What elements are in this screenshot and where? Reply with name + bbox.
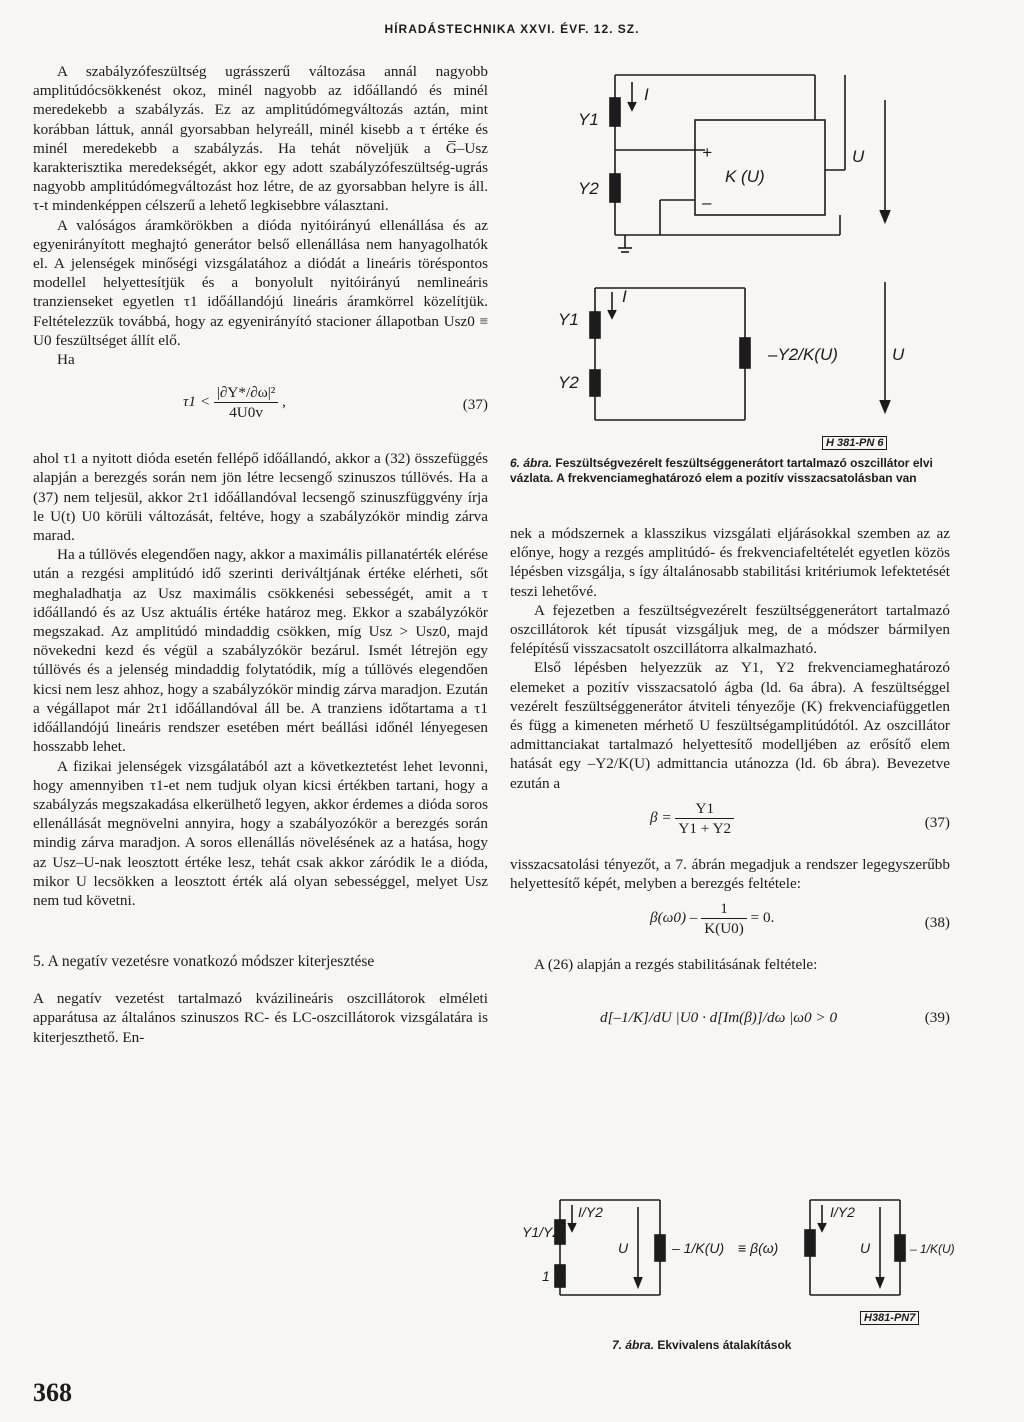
eq-fraction [675, 799, 734, 838]
paragraph: Ha [57, 351, 75, 369]
paragraph: Első lépésben helyezzük az Y1, Y2 frekvenciameghatározó elemeket a pozitív visszacsatoló ágba (ld. 6a ábra). A feszültséggel vezérelt feszültséggenerátor átviteli tényezője (K) frekvenciafüggetlen és függ a kimeneten mérhető U feszültségamplitúdótól. Az oszcillátor admittanciakat tartalmazó helyettesítő modelljében az erősítő elem hatását egy –Y2/K(U) admittancia utánozza (ld. 6b ábra). Bevezetve ezután a [510, 659, 950, 792]
fig6-label-Y2: Y2 [578, 179, 599, 198]
equation-number: (37) [924, 813, 950, 831]
fig7-label-U: U [618, 1240, 629, 1256]
fig6-label-plus: + [702, 143, 712, 162]
eq-rhs: = 0. [750, 909, 775, 927]
eq-numerator: 1 [701, 899, 747, 919]
right-column [510, 524, 950, 1072]
eq-lhs: τ1 < [183, 393, 211, 411]
fig7-label-mKb: – 1/K(U) [910, 1242, 955, 1256]
paragraph: visszacsatolási tényezőt, a 7. ábrán megadjuk a rendszer legegyszerűbb helyettesítő képét, melyben a berezgés feltétele: [510, 855, 950, 893]
page-number: 368 [33, 1378, 72, 1407]
figure-6-tag: H 381-PN 6 [822, 436, 887, 450]
fig6b-label-U: U [892, 345, 905, 364]
paragraph: ahol τ1 a nyitott dióda esetén fellépő időállandó, akkor a (32) összefüggés alapján a berezgés során nem jön létre lecsengő szinuszos túllövés. Ha a (37) nem teljesül, akkor 2τ1 időállandóval lecsengő szinuszfüggvény írja le U(t) U0 körüli változását, feltéve, hogy a szabályzókör mindig zárva marad. [33, 450, 488, 545]
equation-number: (39) [924, 1009, 950, 1027]
paragraph: Ha a túllövés elegendően nagy, akkor a maximális pillanatérték elérése után a rezgési amplitúdó idő szerinti deriváltjának értéke elérheti, sőt meghaladhatja az Usz maximális csökkenési sebességét, amit a τ időállandó és az Usz aktuális értéke határoz meg. Ekkor a szabályzókör megszakad. Az amplitúdó mindaddig csökken, míg Usz > Usz0, majd növekedni kezd és végül a szabályzókör bezárul. Ismét létrejön egy túllövés és a jelenség mindaddig folytatódik, míg a túllövés elegendően kicsi nem lesz ahhoz, hogy a szabályzókör mindig zárva maradjon. Ezután a végállapot már 2τ1 időállandóval áll be. A tranziens időtartama a τ1 időállandójú lineáris rendszer esetében mért beállási időnél lényegesen hosszabb lehet. [33, 546, 488, 756]
eq-fraction [701, 899, 747, 938]
fig6b-label-Y2: Y2 [558, 373, 579, 392]
eq-denominator: 4U0v [229, 404, 263, 422]
fig7-label-one: 1 [542, 1268, 550, 1284]
eq-numerator: |∂Y*/∂ω|² [214, 383, 278, 403]
equation-38 [510, 893, 950, 955]
equation-37: τ1 < $\frac{\text{|∂Y*/∂ω|²}}{4U0v}$ , (37) [183, 384, 488, 422]
fig7-label-beta: ≡ β(ω) [738, 1240, 779, 1256]
fig6-label-U: U [852, 147, 865, 166]
fig6b-label-Y1: Y1 [558, 310, 579, 329]
caption-number: 7. ábra. [612, 1338, 655, 1352]
equation-39 [510, 974, 950, 1072]
paragraph: A szabályzófeszültség ugrásszerű változása annál nagyobb amplitúdócsökkenést okoz, minél nagyobb az időállandó és minél meredekebb a szabályzás. Ez az amplitúdómegváltozás aztán, mint korábban láttuk, annál gyorsabban helyreáll, minél kisebb a τ értéke és minél meredekebb a szabályzás. Ha tehát növeljük a G̅–Usz karakterisztika meredekségét, akkor egy adott szabályzófeszültség-ugrás nagyobb amplitúdómegváltozást hoz létre, de az gyorsabban helyre is áll. τ-t mindenképpen célszerű a lehető legkisebbre választani. [33, 63, 488, 215]
equation-number: (38) [924, 914, 950, 932]
fig6b-label-Y2K: –Y2/K(U) [768, 345, 838, 364]
figure-6-caption [510, 456, 960, 486]
paragraph: A fizikai jelenségek vizsgálatából azt a következtetést lehet levonni, hogy amennyiben τ1-et nem tudjuk olyan kicsi értékben tartani, hogy a szabályzás megszakadása elkerülhető legyen, akkor érdemes a dióda soros ellenállását megnövelni annyira, hogy a szabályozókör a berezgés során mindig zárva maradjon. A soros ellenállás növelésének az a hatása, hogy az Usz–U-nak leosztott értéke lesz, tehát csak akkor záródik le a dióda, mikor U lecsökken a leosztott érték alá olyan sebességgel, melyet Usz nem tud követni. [33, 757, 488, 909]
equation-beta [510, 793, 950, 855]
fig7-label-Y1Y2: Y1/Y2 [522, 1224, 561, 1240]
figure-7-caption [612, 1338, 932, 1353]
eq-denominator: K(U0) [704, 920, 744, 938]
equation-number: (37) [462, 396, 488, 414]
eq-lhs: β(ω0) – [650, 909, 698, 927]
figure-7-circuit [520, 1195, 955, 1310]
paragraph: A negatív vezetést tartalmazó kvázilineáris oszcillátorok elméleti apparátusa az általános szinuszos RC- és LC-oszcillátorok vizsgálatára is kiterjeszthető. En- [33, 990, 488, 1046]
caption-text: Feszültségvezérelt feszültséggenerátort tartalmazó oszcillátor elvi vázlata. A frekvenciameghatározó elem a pozitív visszacsatolásban van [510, 456, 933, 485]
figure-7-tag: H381-PN7 [860, 1311, 919, 1325]
fig7-label-Ub: U [860, 1240, 871, 1256]
paragraph: A (26) alapján a rezgés stabilitásának feltétele: [534, 956, 818, 974]
left-column [33, 62, 488, 1047]
eq-denominator: Y1 + Y2 [678, 820, 732, 838]
paragraph: nek a módszernek a klasszikus vizsgálati eljárásokkal szemben az az előnye, hogy a rezgés amplitúdó- és frekvenciafeltételét egyetlen közös lépésben vizsgálja, s így általánosabb stabilitási kritériumok lefektetését teszi lehetővé. [510, 525, 950, 600]
fig7-label-IY2b: I/Y2 [830, 1204, 855, 1220]
fig7-label-IY2: I/Y2 [578, 1204, 603, 1220]
fig6-label-minus: – [702, 193, 712, 212]
fig6-label-I: I [644, 85, 649, 104]
fig6-label-K: K (U) [725, 167, 765, 186]
caption-text: Ekvivalens átalakítások [657, 1338, 792, 1352]
eq-fraction [214, 383, 278, 422]
fig6b-label-I: I [622, 287, 627, 306]
figure-6-circuit [540, 70, 970, 450]
caption-number: 6. ábra. [510, 456, 553, 470]
paragraph: A valóságos áramkörökben a dióda nyitóirányú ellenállása és az egyenirányított meghajtó generátor belső ellenállása nem hanyagolhatók el. A jelenségek minőségi vizsgálatához a diódát a lineáris töréspontos modellel helyettesítjük és a bonyolult nyitóirányú nemlineáris tranzienseket egyetlen τ1 időállandójú lineáris áramkörrel közelítjük. Feltételezzük továbbá, hogy az egyenirányító stacioner állapotban Usz0 ≡ U0 feszültséget állít elő. [33, 216, 488, 349]
fig7-label-mK: – 1/K(U) [672, 1240, 725, 1256]
section-heading: 5. A negatív vezetésre vonatkozó módszer kiterjesztése [33, 953, 375, 971]
running-header: HÍRADÁSTECHNIKA XXVI. ÉVF. 12. SZ. [384, 22, 640, 36]
paragraph: A fejezetben a feszültségvezérelt feszültséggenerátort tartalmazó oszcillátorok két típusát vizsgáljuk meg, de a módszer bármilyen felépítésű visszacsatolt oszcillátorra alkalmazható. [510, 601, 950, 658]
eq-numerator: Y1 [675, 799, 734, 819]
eq-lhs: β = [650, 809, 672, 827]
fig6-label-Y1: Y1 [578, 110, 599, 129]
eq-body: d[–1/K]/dU |U0 · d[Im(β)]/dω |ω0 > 0 [600, 1009, 838, 1027]
